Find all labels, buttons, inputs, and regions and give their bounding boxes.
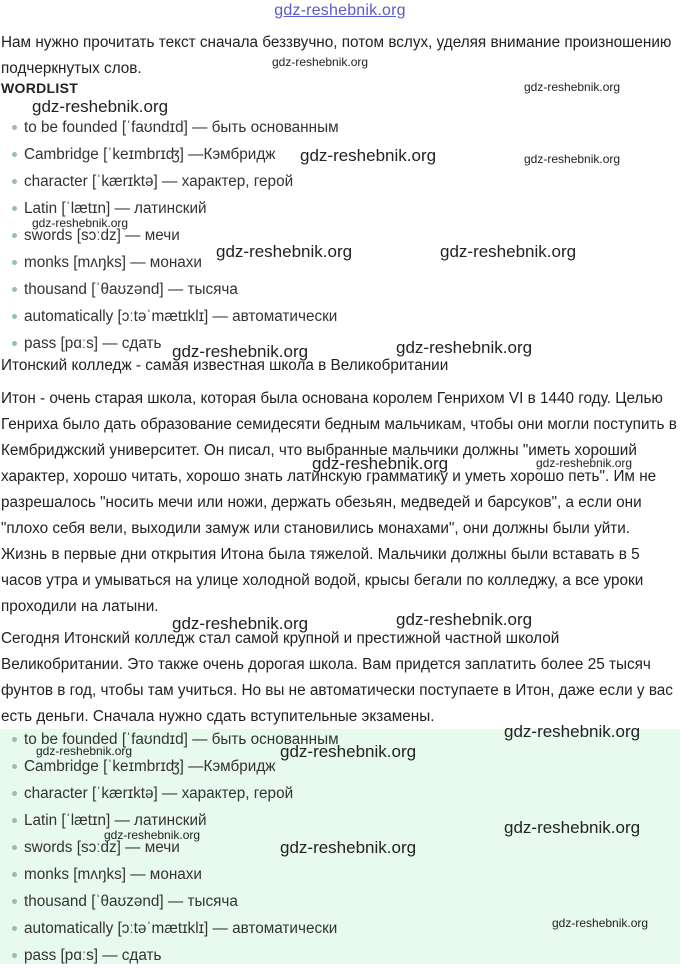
watermark: gdz-reshebnik.org	[524, 152, 621, 166]
watermark: gdz-reshebnik.org	[32, 216, 129, 230]
word-entry: pass [pɑːs] — сдать	[24, 947, 162, 964]
watermark: gdz-reshebnik.org	[172, 342, 309, 361]
watermark: gdz-reshebnik.org	[536, 456, 633, 470]
article-paragraph-2: Сегодня Итонский колледж стал самой крупной и престижной частной школой Великобритании. Это также очень дорогая школа. Вам придется заплатить более 25 тысяч фунтов в год, чтобы там учиться. Но вы не автоматически поступаете в Итон, даже если у вас есть деньги. Сначала нужно сдать вступительные экзамены.	[1, 630, 673, 725]
word-entry: Latin [ˈlætɪn] — латинский	[24, 812, 207, 829]
watermark: gdz-reshebnik.org	[440, 242, 577, 261]
word-entry: thousand [ˈθaʊzənd] — тысяча	[24, 281, 238, 298]
bullet-icon	[12, 125, 17, 130]
watermark: gdz-reshebnik.org	[280, 742, 417, 761]
watermark: gdz-reshebnik.org	[216, 242, 353, 261]
bullet-icon	[12, 899, 17, 904]
bullet-icon	[12, 233, 17, 238]
word-entry: automatically [ɔːtəˈmætɪklɪ] — автоматически	[24, 920, 338, 937]
word-entry: thousand [ˈθaʊzənd] — тысяча	[24, 893, 238, 910]
watermark: gdz-reshebnik.org	[312, 454, 449, 473]
article-paragraph-1: Итон - очень старая школа, которая была основана королем Генрихом VI в 1440 году. Целью Генриха было дать образование семидесяти бедным мальчикам, чтобы они могли поступить в Кембриджский университет. Он писал, что выбранные мальчики должны "иметь хороший характер, хорошо читать, хорошо знать латинскую грамматику и уметь хорошо петь". Им не разрешалось "носить мечи или ножи, держать обезьян, медведей и барсуков", а если они "плохо себя вели, выходили замуж или становились монахами", они должны были уйти. Жизнь в первые дни открытия Итона была тяжелой. Мальчики должны были вставать в 5 часов утра и умываться на улице холодной водой, крысы бегали по колледжу, а все уроки проходили на латыни.	[1, 390, 677, 615]
word-entry: Cambridge [ˈkeɪmbrɪʤ] —Кэмбридж	[24, 146, 276, 163]
word-entry: to be founded [ˈfaʊndɪd] — быть основанным	[24, 119, 339, 136]
word-entry: to be founded [ˈfaʊndɪd] — быть основанным	[24, 731, 339, 748]
watermark: gdz-reshebnik.org	[504, 818, 641, 837]
site-title-link[interactable]: gdz-reshebnik.org	[274, 2, 406, 19]
word-entry: character [ˈkærɪktə] — характер, герой	[24, 785, 294, 802]
article-title: Итонский колледж - самая известная школа в Великобритании	[1, 357, 449, 374]
list-item	[0, 861, 680, 888]
list-item	[0, 168, 680, 195]
word-entry: automatically [ɔːtəˈmætɪklɪ] — автоматически	[24, 308, 338, 325]
bullet-icon	[12, 287, 17, 292]
watermark: gdz-reshebnik.org	[300, 146, 437, 165]
word-entry: swords [sɔːdz] — мечи	[24, 227, 180, 244]
bullet-icon	[12, 764, 17, 769]
word-entry: character [ˈkærɪktə] — характер, герой	[24, 173, 294, 190]
watermark: gdz-reshebnik.org	[32, 97, 169, 116]
bullet-icon	[12, 179, 17, 184]
bullet-icon	[12, 926, 17, 931]
bullet-icon	[12, 206, 17, 211]
watermark: gdz-reshebnik.org	[36, 744, 133, 758]
word-entry: swords [sɔːdz] — мечи	[24, 839, 180, 856]
watermark: gdz-reshebnik.org	[172, 614, 309, 633]
word-entry: Latin [ˈlætɪn] — латинский	[24, 200, 207, 217]
bullet-icon	[12, 872, 17, 877]
watermark: gdz-reshebnik.org	[272, 55, 369, 69]
list-item	[0, 114, 680, 141]
word-entry: pass [pɑːs] — сдать	[24, 335, 162, 352]
watermark: gdz-reshebnik.org	[280, 838, 417, 857]
bullet-icon	[12, 260, 17, 265]
word-entry: monks [mʌŋks] — монахи	[24, 254, 202, 271]
watermark: gdz-reshebnik.org	[104, 828, 201, 842]
list-item	[0, 303, 680, 330]
list-item	[0, 888, 680, 915]
intro-text: Нам нужно прочитать текст сначала беззвучно, потом вслух, уделяя внимание произношению подчеркнутых слов.	[1, 34, 672, 77]
watermark: gdz-reshebnik.org	[396, 338, 533, 357]
bullet-icon	[12, 314, 17, 319]
watermark: gdz-reshebnik.org	[504, 722, 641, 741]
word-entry: Cambridge [ˈkeɪmbrɪʤ] —Кэмбридж	[24, 758, 276, 775]
watermark: gdz-reshebnik.org	[396, 610, 533, 629]
bullet-icon	[12, 818, 17, 823]
bullet-icon	[12, 737, 17, 742]
list-item	[0, 942, 680, 969]
bullet-icon	[12, 152, 17, 157]
word-entry: monks [mʌŋks] — монахи	[24, 866, 202, 883]
bullet-icon	[12, 953, 17, 958]
bullet-icon	[12, 341, 17, 346]
watermark: gdz-reshebnik.org	[524, 80, 621, 94]
watermark: gdz-reshebnik.org	[552, 916, 649, 930]
bullet-icon	[12, 791, 17, 796]
list-item	[0, 780, 680, 807]
wordlist-heading: WORDLIST	[1, 80, 79, 96]
bullet-icon	[12, 845, 17, 850]
list-item	[0, 276, 680, 303]
